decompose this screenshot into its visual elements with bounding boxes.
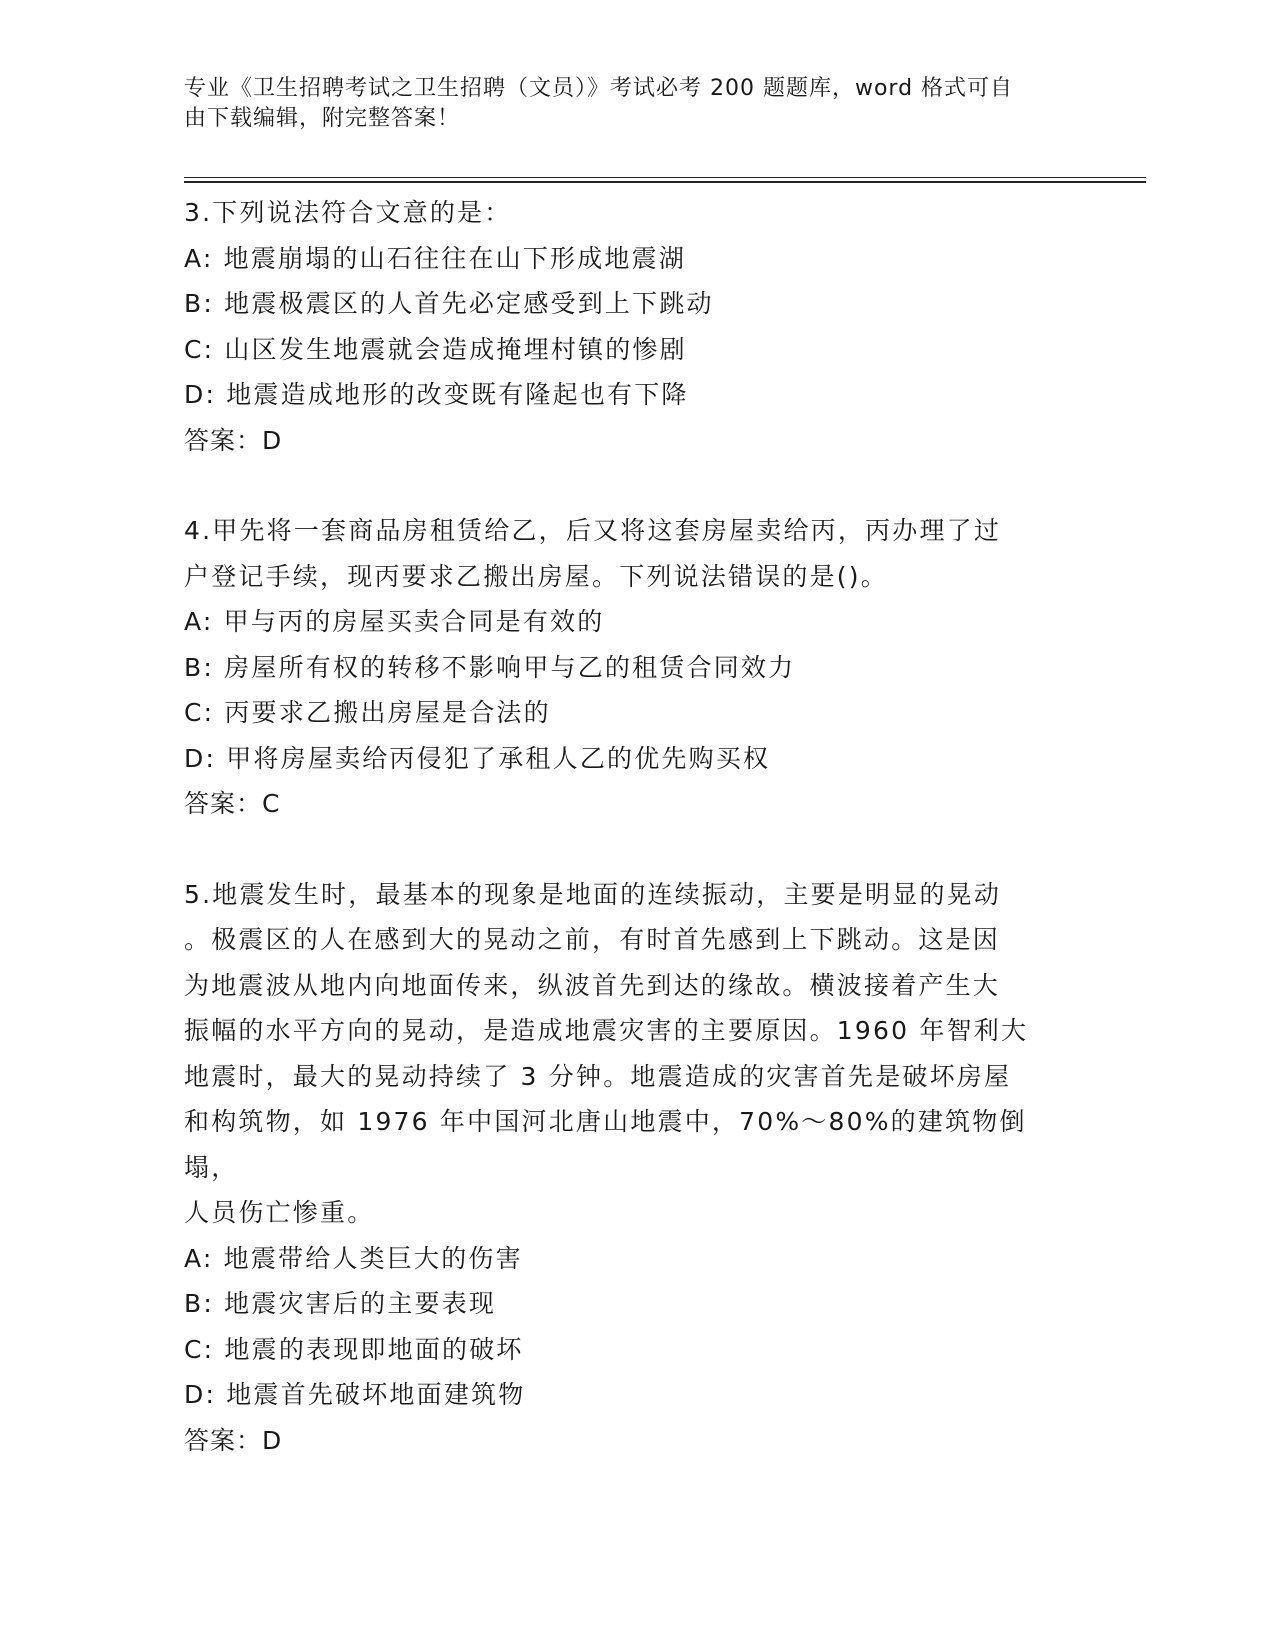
option-a: A: 地震带给人类巨大的伤害 [184,1243,523,1273]
question-3 [184,190,1064,463]
question-stem-line: 为地震波从地内向地面传来，纵波首先到达的缘故。横波接着产生大 [184,970,1001,1000]
question-stem-line: 振幅的水平方向的晃动，是造成地震灾害的主要原因。1960 年智利大 [184,1016,1029,1045]
question-stem-line: 地震时，最大的晃动持续了 3 分钟。地震造成的灾害首先是破坏房屋 [184,1061,1012,1091]
option-d: D: 甲将房屋卖给丙侵犯了承租人乙的优先购买权 [184,743,771,773]
header-divider-thin [184,177,1146,178]
option-d: D: 地震首先破坏地面建筑物 [184,1380,526,1409]
option-c: C: 山区发生地震就会造成掩埋村镇的惨剧 [184,334,687,364]
answer-line: 答案：D [184,1425,283,1455]
option-c: C: 地震的表现即地面的破坏 [184,1334,524,1364]
question-stem-line: 人员伤亡惨重。 [184,1198,375,1227]
option-c: C: 丙要求乙搬出房屋是合法的 [184,698,551,727]
option-a: A: 地震崩塌的山石往往在山下形成地震湖 [184,243,687,273]
header-divider-thick [184,181,1146,183]
question-4 [184,508,1064,827]
question-stem-line: 户登记手续，现丙要求乙搬出房屋。下列说法错误的是()。 [184,561,888,591]
question-stem-line: 5.地震发生时，最基本的现象是地面的连续振动，主要是明显的晃动 [184,879,1002,909]
question-stem-line: 3.下列说法符合文意的是： [184,198,512,227]
question-stem-line: 4.甲先将一套商品房租赁给乙，后又将这套房屋卖给丙，丙办理了过 [184,516,1002,545]
answer-line: 答案：C [184,789,281,818]
question-list [184,190,1064,1463]
answer-line: 答案：D [184,425,283,455]
option-b: B: 地震极震区的人首先必定感受到上下跳动 [184,289,714,318]
option-b: B: 房屋所有权的转移不影响甲与乙的租赁合同效力 [184,652,796,682]
option-b: B: 地震灾害后的主要表现 [184,1289,497,1318]
question-stem-line: 和构筑物，如 1976 年中国河北唐山地震中，70%～80%的建筑物倒塌， [184,1107,1027,1182]
header-line-2: 由下载编辑，附完整答案！ [184,106,461,131]
option-d: D: 地震造成地形的改变既有隆起也有下降 [184,380,689,409]
question-stem-line: 。极震区的人在感到大的晃动之前，有时首先感到上下跳动。这是因 [184,925,1001,954]
document-header [184,74,1064,134]
option-a: A: 甲与丙的房屋买卖合同是有效的 [184,607,605,636]
header-line-1: 专业《卫生招聘考试之卫生招聘（文员）》考试必考 200 题题库，word 格式可自 [184,76,1014,101]
question-5 [184,872,1064,1464]
